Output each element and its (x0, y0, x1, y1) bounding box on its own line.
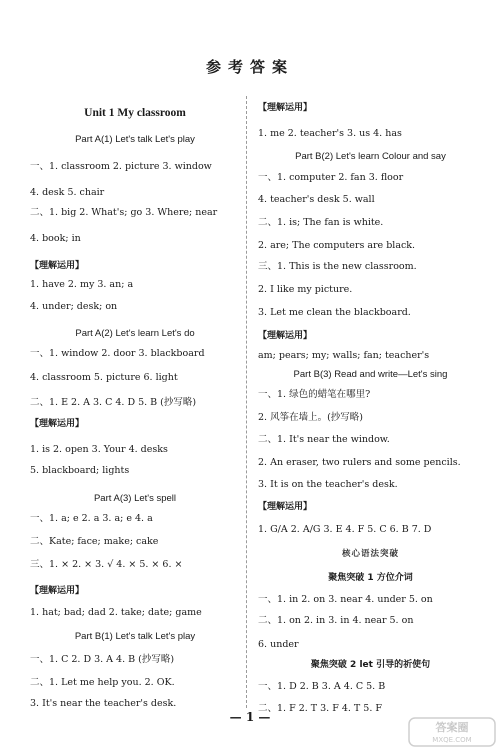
section-tag: 【理解运用】 (30, 261, 85, 271)
answer-line: 一、1. in 2. on 3. near 4. under 5. on (258, 594, 433, 605)
part-heading: Part A(2) Let's learn Let's do (75, 328, 195, 339)
answer-line: 二、1. E 2. A 3. C 4. D 5. B (抄写略) (30, 397, 197, 408)
answer-line: 4. desk 5. chair (30, 187, 105, 198)
answer-line: 2. are; The computers are black. (258, 240, 416, 251)
answer-line: 1. hat; bad; dad 2. take; date; game (30, 607, 202, 618)
answer-line: 3. It is on the teacher's desk. (258, 479, 398, 490)
section-tag: 【理解运用】 (258, 502, 313, 512)
answer-line: 1. is 2. open 3. Your 4. desks (30, 444, 168, 455)
answer-line: 二、1. is; The fan is white. (258, 217, 384, 228)
svg-text:答案圈: 答案圈 (435, 721, 469, 734)
section-heading: 核心语法突破 (341, 549, 399, 559)
section-tag: 【理解运用】 (30, 586, 85, 596)
answer-line: 一、1. C 2. D 3. A 4. B (抄写略) (30, 654, 175, 665)
answer-line: 4. book; in (30, 233, 81, 244)
answer-line: 6. under (258, 639, 299, 650)
unit-heading: Unit 1 My classroom (84, 107, 186, 119)
section-tag: 【理解运用】 (258, 103, 313, 113)
answer-line: am; pears; my; walls; fan; teacher's (258, 350, 430, 361)
answer-line: 一、1. D 2. B 3. A 4. C 5. B (258, 681, 386, 692)
watermark-logo (408, 716, 496, 748)
focus-heading: 聚焦突破 2 let 引导的祈使句 (310, 660, 431, 670)
answer-line: 2. 风筝在墙上。(抄写略) (258, 412, 363, 423)
answer-line: 二、1. It's near the window. (258, 434, 390, 445)
column-divider (246, 96, 247, 708)
answer-line: 一、1. window 2. door 3. blackboard (30, 348, 205, 359)
part-heading: Part B(1) Let's talk Let's play (74, 631, 196, 642)
page-title: 参考答案 (205, 58, 294, 76)
answer-line: 2. I like my picture. (258, 284, 353, 295)
section-tag: 【理解运用】 (30, 419, 85, 429)
answer-line: 2. An eraser, two rulers and some pencils. (258, 457, 461, 468)
answer-line: 1. G/A 2. A/G 3. E 4. F 5. C 6. B 7. D (258, 524, 432, 535)
part-heading: Part A(1) Let's talk Let's play (75, 134, 195, 145)
part-heading: Part B(3) Read and write—Let's sing (293, 369, 448, 380)
answer-line: 3. It's near the teacher's desk. (30, 698, 177, 709)
answer-line: 一、1. classroom 2. picture 3. window (30, 161, 212, 172)
answer-line: 二、1. Let me help you. 2. OK. (30, 677, 175, 688)
answer-line: 4. teacher's desk 5. wall (258, 194, 375, 205)
answer-line: 三、1. This is the new classroom. (258, 261, 417, 272)
answer-line: 3. Let me clean the blackboard. (258, 307, 411, 318)
page-number: — 1 — (229, 710, 271, 724)
focus-heading: 聚焦突破 1 方位介词 (328, 573, 413, 583)
answer-line: 二、Kate; face; make; cake (30, 536, 159, 547)
answer-line: 一、1. 绿色的蜡笔在哪里? (258, 389, 371, 400)
part-heading: Part A(3) Let's spell (93, 493, 177, 504)
answer-line: 一、1. a; e 2. a 3. a; e 4. a (30, 513, 153, 524)
answer-line: 1. have 2. my 3. an; a (30, 279, 134, 290)
answer-line: 二、1. big 2. What's; go 3. Where; near (30, 207, 218, 218)
answer-line: 1. me 2. teacher's 3. us 4. has (258, 128, 402, 139)
part-heading: Part B(2) Let's learn Colour and say (295, 151, 446, 162)
answer-line: 二、1. F 2. T 3. F 4. T 5. F (258, 703, 382, 714)
answer-line: 5. blackboard; lights (30, 465, 130, 476)
answer-line: 一、1. computer 2. fan 3. floor (258, 172, 404, 183)
svg-text:MXQE.COM: MXQE.COM (432, 736, 472, 744)
answer-line: 4. classroom 5. picture 6. light (30, 372, 178, 383)
answer-line: 三、1. × 2. × 3. √ 4. × 5. × 6. × (30, 559, 183, 570)
answer-line: 二、1. on 2. in 3. in 4. near 5. on (258, 615, 414, 626)
section-tag: 【理解运用】 (258, 331, 313, 341)
answer-line: 4. under; desk; on (30, 301, 118, 312)
